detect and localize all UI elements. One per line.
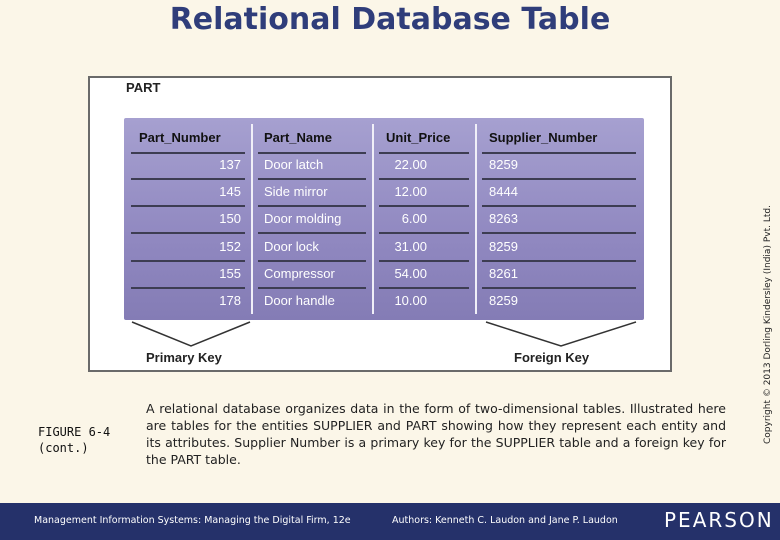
- cell-supplier-number: 8444: [489, 184, 518, 199]
- header-rule: [131, 152, 245, 154]
- figure-caption: A relational database organizes data in the form of two-dimensional tables. Illustrated here are tables for the entities SUPPLIER and PART showing how they represent each entity and its attributes. Supplier Number is a primary key for the SUPPLIER table and a foreign key for the PART table.: [146, 401, 726, 467]
- cell-part-name: Side mirror: [264, 184, 328, 199]
- cell-part-name: Door handle: [264, 293, 335, 308]
- header-rule: [258, 152, 366, 154]
- row-rule: [482, 205, 636, 207]
- row-rule: [258, 178, 366, 180]
- row-rule: [379, 287, 469, 289]
- footer-authors: Authors: Kenneth C. Laudon and Jane P. Laudon: [392, 515, 618, 526]
- primary-key-bracket: [130, 320, 252, 350]
- cell-unit-price: 31.00: [394, 239, 427, 254]
- header-rule: [379, 152, 469, 154]
- primary-key-label: Primary Key: [146, 350, 222, 365]
- footer-bar: [0, 503, 780, 540]
- row-rule: [131, 178, 245, 180]
- cell-part-name: Compressor: [264, 266, 335, 281]
- cell-part-name: Door molding: [264, 211, 342, 226]
- column-divider: [251, 124, 253, 314]
- row-rule: [379, 205, 469, 207]
- column-header-unit-price: Unit_Price: [386, 130, 451, 145]
- cell-supplier-number: 8263: [489, 211, 518, 226]
- row-rule: [131, 260, 245, 262]
- column-header-supplier-number: Supplier_Number: [489, 130, 598, 145]
- row-rule: [482, 232, 636, 234]
- cell-part-number: 178: [219, 293, 241, 308]
- header-rule: [482, 152, 636, 154]
- figure-number: [38, 424, 110, 456]
- cell-part-number: 155: [219, 266, 241, 281]
- row-rule: [379, 232, 469, 234]
- row-rule: [258, 232, 366, 234]
- cell-unit-price: 6.00: [401, 211, 427, 226]
- cell-supplier-number: 8259: [489, 293, 518, 308]
- row-rule: [482, 260, 636, 262]
- cell-part-number: 145: [219, 184, 241, 199]
- copyright-notice: Copyright © 2013 Dorling Kindersley (India) Pvt. Ltd.: [763, 205, 773, 444]
- row-rule: [258, 287, 366, 289]
- cell-part-number: 150: [219, 211, 241, 226]
- column-divider: [372, 124, 374, 314]
- cell-unit-price: 12.00: [394, 184, 427, 199]
- row-rule: [131, 287, 245, 289]
- cell-part-number: 137: [219, 157, 241, 172]
- pearson-logo: PEARSON: [664, 508, 774, 532]
- row-rule: [258, 260, 366, 262]
- row-rule: [482, 178, 636, 180]
- table-name-label: PART: [126, 80, 161, 95]
- cell-part-number: 152: [219, 239, 241, 254]
- slide-title: Relational Database Table: [169, 2, 611, 37]
- column-header-part-number: Part_Number: [139, 130, 221, 145]
- row-rule: [258, 205, 366, 207]
- column-header-part-name: Part_Name: [264, 130, 332, 145]
- cell-unit-price: 10.00: [394, 293, 427, 308]
- cell-unit-price: 54.00: [394, 266, 427, 281]
- cell-part-name: Door lock: [264, 239, 319, 254]
- figure-cont-text: (cont.): [38, 441, 89, 455]
- figure-number-text: FIGURE 6-4: [38, 425, 111, 439]
- row-rule: [482, 287, 636, 289]
- foreign-key-bracket: [484, 320, 638, 350]
- cell-supplier-number: 8259: [489, 157, 518, 172]
- footer-book-title: Management Information Systems: Managing the Digital Firm, 12e: [34, 515, 351, 526]
- cell-unit-price: 22.00: [394, 157, 427, 172]
- foreign-key-label: Foreign Key: [514, 350, 590, 365]
- cell-supplier-number: 8259: [489, 239, 518, 254]
- cell-supplier-number: 8261: [489, 266, 518, 281]
- row-rule: [131, 205, 245, 207]
- row-rule: [379, 260, 469, 262]
- row-rule: [379, 178, 469, 180]
- cell-part-name: Door latch: [264, 157, 324, 172]
- column-divider: [475, 124, 477, 314]
- row-rule: [131, 232, 245, 234]
